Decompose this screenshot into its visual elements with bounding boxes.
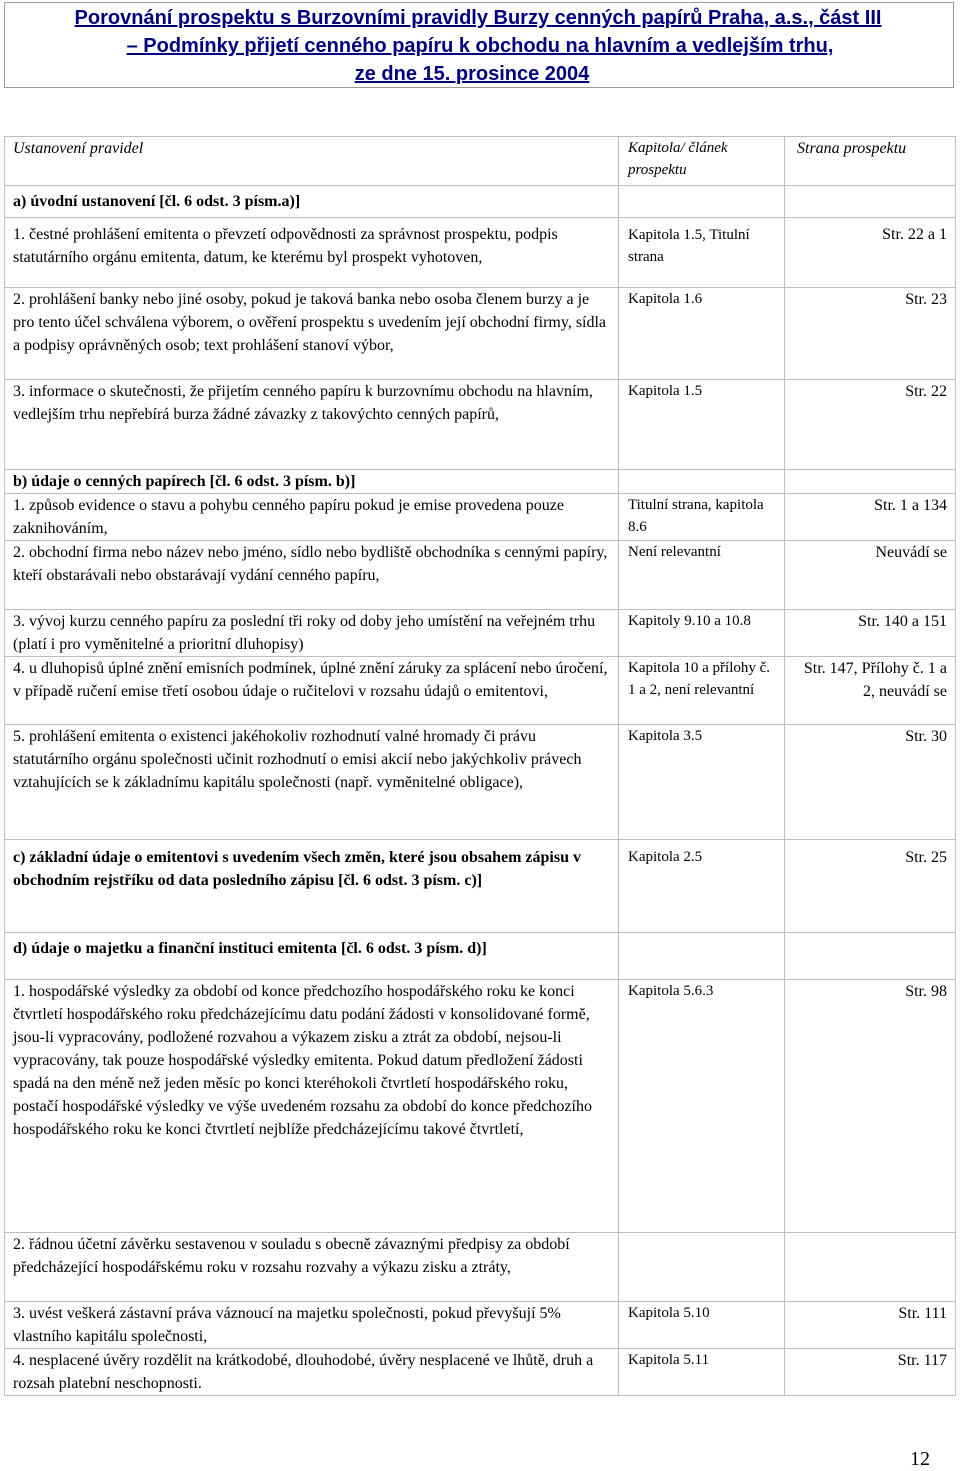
b-item-4-chapter: Kapitola 10 a přílohy č. 1 a 2, není relevantní [619,657,785,725]
d-item-2: 2. řádnou účetní závěrku sestavenou v souladu s obecně závaznými předpisy za období předcházející hospodářskému roku v rozsahu rozvahy a výkazu zisku a ztráty, [5,1233,619,1302]
c-page: Str. 25 [785,840,956,933]
d-item-4-chapter: Kapitola 5.11 [619,1349,785,1396]
b-item-1: 1. způsob evidence o stavu a pohybu cenného papíru pokud je emise provedena pouze zaknihováním, [5,494,619,541]
b-item-5: 5. prohlášení emitenta o existenci jakéhokoliv rozhodnutí valné hromady či právu statutárního orgánu společnosti učinit rozhodnutí o emisi akcií nebo jakýchkoliv právech vztahujících se k základnímu kapitálu společnosti (např. vyměnitelné obligace), [5,725,619,840]
c-chapter: Kapitola 2.5 [619,840,785,933]
b-item-1-chapter: Titulní strana, kapitola 8.6 [619,494,785,541]
section-b-heading: b) údaje o cenných papírech [čl. 6 odst. 3 písm. b)] [5,470,619,494]
a-item-1: 1. čestné prohlášení emitenta o převzetí odpovědnosti za správnost prospektu, podpis statutárního orgánu emitenta, datum, ke kterému byl prospekt vyhotoven, [5,218,619,288]
a-item-2-chapter: Kapitola 1.6 [619,288,785,380]
d-item-3: 3. uvést veškerá zástavní práva váznoucí na majetku společnosti, pokud převyšují 5% vlastního kapitálu společnosti, [5,1302,619,1349]
section-a-heading: a) úvodní ustanovení [čl. 6 odst. 3 písm.a)] [5,186,619,218]
d-item-2-chapter [619,1233,785,1302]
comparison-table [4,136,956,1396]
b-item-3-chapter: Kapitoly 9.10 a 10.8 [619,610,785,657]
document-title-line-1: Porovnání prospektu s Burzovními pravidly Burzy cenných papírů Praha, a.s., část III [74,7,882,29]
page-number: 12 [910,1448,930,1470]
d-item-1: 1. hospodářské výsledky za období od konce předchozího hospodářského roku ke konci čtvrtletí hospodářského roku předcházejícímu datu podání žádosti v konsolidované formě, jsou-li vypracovány, podložené rozvahou a výkazem zisku a ztrát za období, nejsou-li vypracovány, tak pouze hospodářské výsledky emitenta. Pokud datum předložení žádosti spadá na den méně než jeden měsíc po konci kteréhokoli čtvrtletí hospodářského roku, postačí hospodářské výsledky ve výše uvedeném rozsahu za období do konce předchozího hospodářského roku ke konci čtvrtletí nejblíže předcházejícímu takové čtvrtletí, [5,980,619,1233]
d-item-4-page: Str. 117 [785,1349,956,1396]
b-item-3-page: Str. 140 a 151 [785,610,956,657]
d-item-1-chapter: Kapitola 5.6.3 [619,980,785,1233]
a-item-2-page: Str. 23 [785,288,956,380]
d-item-3-page: Str. 111 [785,1302,956,1349]
b-item-2: 2. obchodní firma nebo název nebo jméno, sídlo nebo bydliště obchodníka s cennými papíry, kteří obstarávali nebo obstarávají vydání cenného papíru, [5,541,619,610]
b-item-4-page: Str. 147, Přílohy č. 1 a 2, neuvádí se [785,657,956,725]
a-item-3-page: Str. 22 [785,380,956,470]
section-d-heading: d) údaje o majetku a finanční instituci emitenta [čl. 6 odst. 3 písm. d)] [5,933,619,980]
section-c-heading: c) základní údaje o emitentovi s uvedením všech změn, které jsou obsahem zápisu v obchodním rejstříku od data posledního zápisu [čl. 6 odst. 3 písm. c)] [5,840,619,933]
b-item-2-page: Neuvádí se [785,541,956,610]
a-item-1-page: Str. 22 a 1 [785,218,956,288]
document-title-line-3: ze dne 15. prosince 2004 [354,63,590,85]
b-item-2-chapter: Není relevantní [619,541,785,610]
d-item-4: 4. nesplacené úvěry rozdělit na krátkodobé, dlouhodobé, úvěry nesplacené ve lhůtě, druh a rozsah platební neschopnosti. [5,1349,619,1396]
b-item-5-chapter: Kapitola 3.5 [619,725,785,840]
a-item-3-chapter: Kapitola 1.5 [619,380,785,470]
document-title-line-2: – Podmínky přijetí cenného papíru k obchodu na hlavním a vedlejším trhu, [126,35,834,57]
d-item-3-chapter: Kapitola 5.10 [619,1302,785,1349]
d-item-2-page [785,1233,956,1302]
b-item-1-page: Str. 1 a 134 [785,494,956,541]
b-item-5-page: Str. 30 [785,725,956,840]
a-item-1-chapter: Kapitola 1.5, Titulní strana [619,218,785,288]
header-rule-provision: Ustanovení pravidel [5,137,619,186]
document-title-box [4,2,954,88]
a-item-2: 2. prohlášení banky nebo jiné osoby, pokud je taková banka nebo osoba členem burzy a je pro tento účel schválena výborem, o ověření prospektu s uvedením její obchodní firmy, sídla a podpisy oprávněných osob; text prohlášení stanoví výbor, [5,288,619,380]
d-item-1-page: Str. 98 [785,980,956,1233]
header-page: Strana prospektu [785,137,956,186]
b-item-4: 4. u dluhopisů úplné znění emisních podmínek, úplné znění záruky za splácení nebo úročení, v případě ručení emise třetí osobou údaje o ručitelovi v rozsahu údajů o emitentovi, [5,657,619,725]
b-item-3: 3. vývoj kurzu cenného papíru za poslední tři roky od doby jeho umístění na veřejném trhu (platí i pro vyměnitelné a prioritní dluhopisy) [5,610,619,657]
a-item-3: 3. informace o skutečnosti, že přijetím cenného papíru k burzovnímu obchodu na hlavním, vedlejším trhu nepřebírá burza žádné závazky z takovýchto cenných papírů, [5,380,619,470]
header-chapter: Kapitola/ článek prospektu [619,137,785,186]
